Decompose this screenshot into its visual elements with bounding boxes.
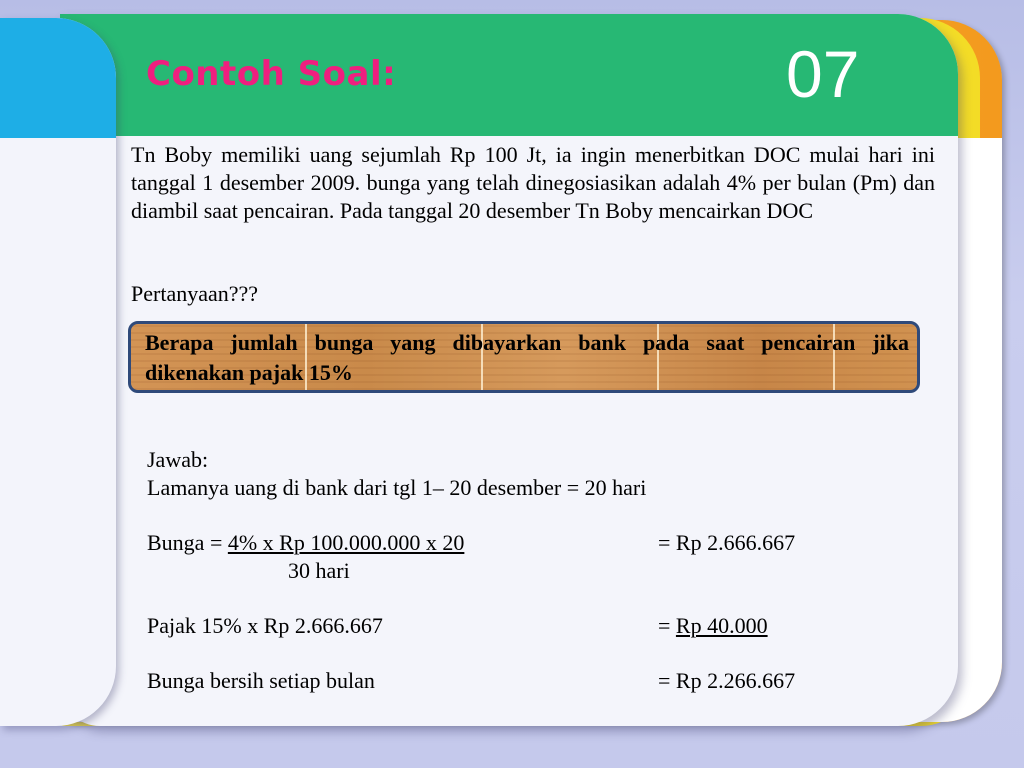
interest-result: = Rp 2.666.667: [658, 530, 796, 555]
question-label: Pertanyaan???: [131, 281, 259, 306]
slide-title: Contoh Soal:: [146, 54, 397, 94]
tax-value: Rp 40.000: [675, 613, 768, 638]
tax-label: Pajak 15% x Rp 2.666.667: [147, 613, 383, 638]
answer-heading: Jawab:: [147, 447, 209, 472]
tax-eq: =: [658, 613, 676, 638]
question-box: [128, 321, 920, 393]
tax-result: [658, 613, 768, 639]
problem-text: Tn Boby memiliki uang sejumlah Rp 100 Jt, ia ingin menerbitkan DOC mulai hari ini tanggal 1 desember 2009. bunga yang telah dinegosiasikan adalah 4% per bulan (Pm) dan diambil saat pencairan. Pada tanggal 20 desember Tn Boby mencairkan DOC: [131, 142, 935, 223]
net-label: Bunga bersih setiap bulan: [147, 668, 375, 693]
interest-label: Bunga =: [147, 530, 228, 555]
net-result: = Rp 2.266.667: [658, 668, 796, 693]
question-text: Berapa jumlah bunga yang dibayarkan bank pada saat pencairan jika dikenakan pajak 15%: [145, 330, 909, 385]
left-tab: [0, 18, 116, 726]
slide-number: 07: [786, 37, 860, 111]
interest-formula: [147, 530, 464, 556]
interest-denominator: 30 hari: [288, 558, 350, 583]
left-tab-top: [0, 18, 116, 138]
interest-numerator: 4% x Rp 100.000.000 x 20: [227, 530, 465, 555]
duration-line: Lamanya uang di bank dari tgl 1– 20 desember = 20 hari: [147, 475, 647, 500]
